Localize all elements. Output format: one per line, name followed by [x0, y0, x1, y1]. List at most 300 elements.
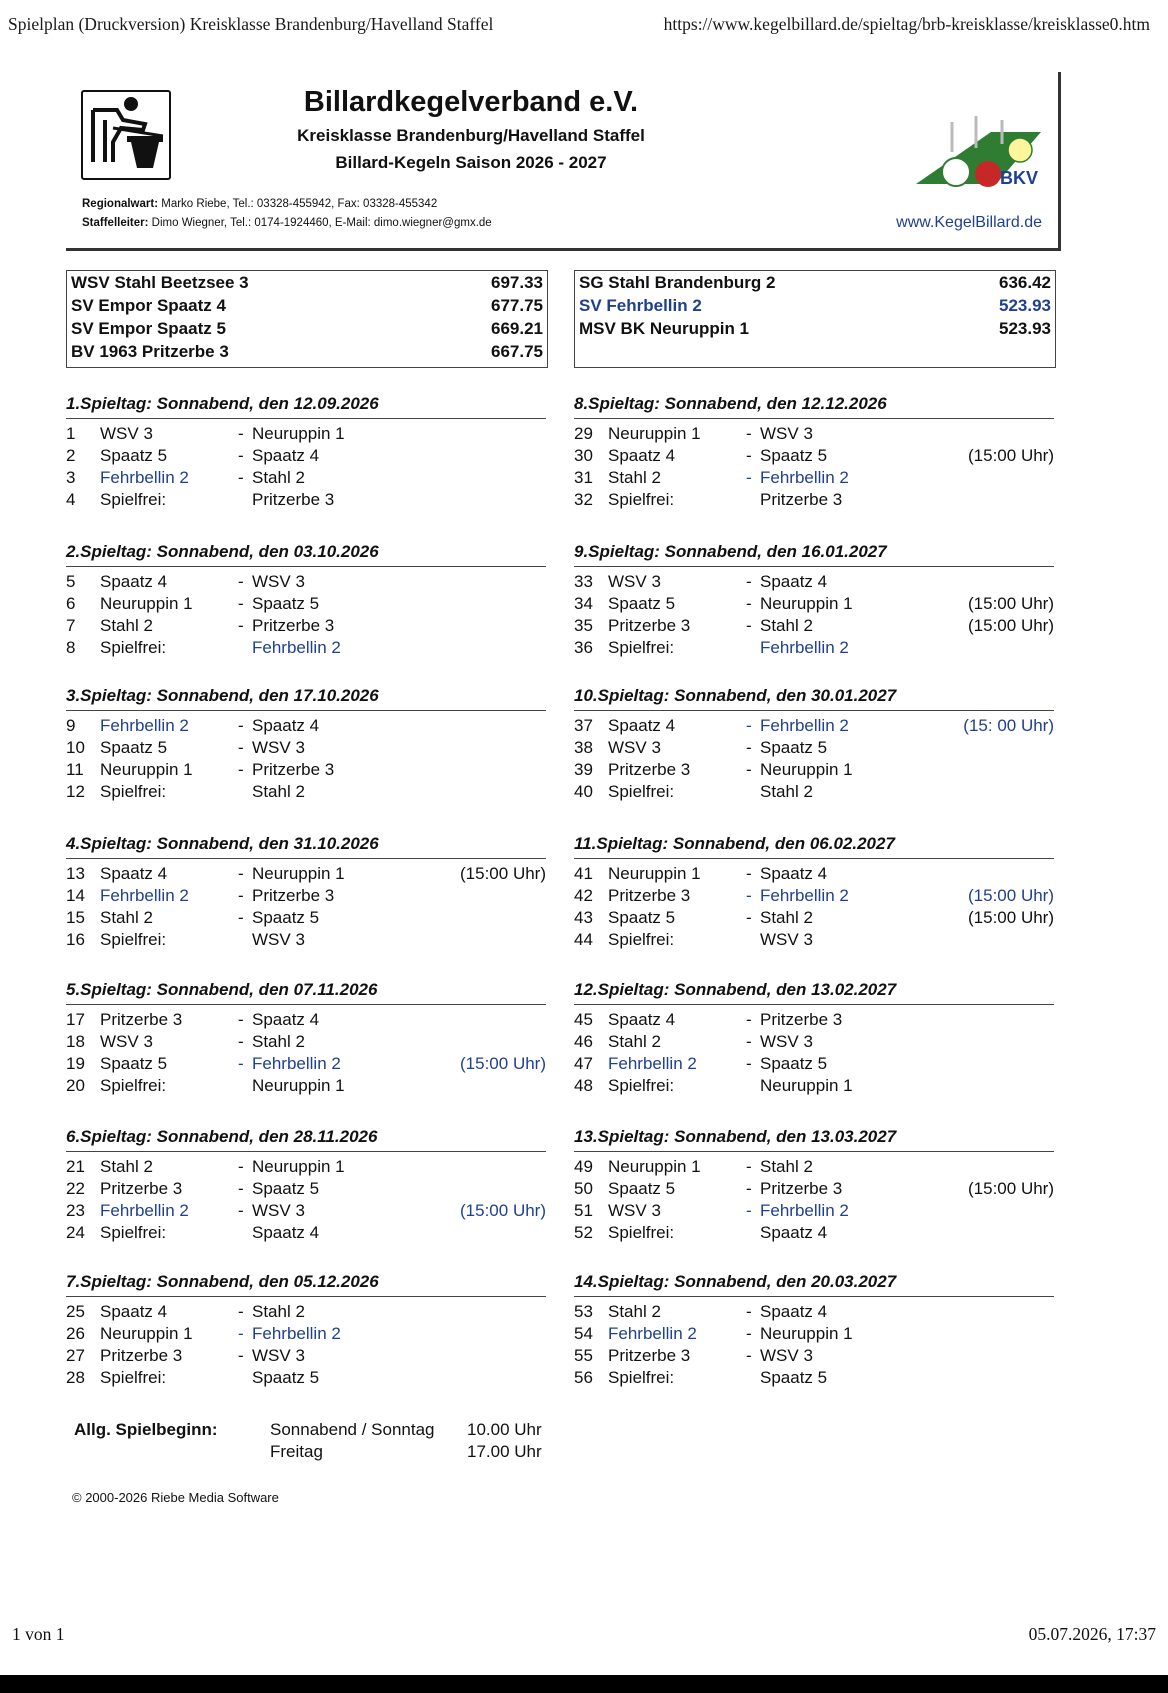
bye-team: Spaatz 4: [760, 1223, 828, 1242]
match-row: [66, 424, 546, 446]
away-team: Stahl 2: [252, 1032, 305, 1051]
home-team: Neuruppin 1: [100, 594, 193, 613]
away-team: Spaatz 4: [760, 572, 828, 591]
match-number: 10: [66, 738, 85, 757]
home-team: Neuruppin 1: [608, 1157, 701, 1176]
match-row: [66, 886, 546, 908]
match-row: [574, 738, 1054, 760]
away-team: Spaatz 4: [252, 716, 320, 735]
away-team: Fehrbellin 2: [760, 716, 849, 735]
match-row: [574, 1054, 1054, 1076]
match-separator: -: [746, 446, 752, 465]
match-separator: -: [238, 738, 244, 757]
print-page-title: Spielplan (Druckversion) Kreisklasse Brandenburg/Havelland Staffel: [8, 14, 494, 34]
match-row: [574, 1201, 1054, 1223]
match-separator: -: [746, 1010, 752, 1029]
match-row: [574, 594, 1054, 616]
match-separator: -: [746, 468, 752, 487]
match-number: 48: [574, 1076, 593, 1095]
away-team: Spaatz 5: [252, 1179, 320, 1198]
match-row: [66, 716, 546, 738]
match-row: [66, 638, 546, 660]
match-row: [574, 782, 1054, 804]
team-points: 697.33: [491, 273, 543, 292]
matchday-title: 1.Spieltag: Sonnabend, den 12.09.2026: [66, 394, 546, 419]
match-number: 47: [574, 1054, 593, 1073]
away-team: WSV 3: [252, 1346, 305, 1365]
bye-team: WSV 3: [252, 930, 305, 949]
match-row: [66, 468, 546, 490]
match-number: 23: [66, 1201, 85, 1220]
match-row: [574, 446, 1054, 468]
match-row: [574, 716, 1054, 738]
match-number: 12: [66, 782, 85, 801]
bkv-logo-text: BKV: [1000, 168, 1039, 188]
match-separator: -: [746, 616, 752, 635]
bye-team: Spaatz 5: [252, 1368, 320, 1387]
start-time-friday: 17.00 Uhr: [467, 1442, 542, 1461]
match-number: 51: [574, 1201, 593, 1220]
match-row: [66, 616, 546, 638]
away-team: Fehrbellin 2: [252, 1324, 341, 1343]
home-team: Stahl 2: [100, 908, 153, 927]
match-separator: -: [238, 1157, 244, 1176]
matchday-title: 3.Spieltag: Sonnabend, den 17.10.2026: [66, 686, 546, 711]
matchday-1: [66, 394, 546, 524]
match-row: [66, 594, 546, 616]
match-number: 39: [574, 760, 593, 779]
home-team: Spielfrei:: [100, 1368, 167, 1387]
start-day-weekend: Sonnabend / Sonntag: [270, 1420, 435, 1439]
matchday-title: 14.Spieltag: Sonnabend, den 20.03.2027: [574, 1272, 1054, 1297]
match-row: [66, 490, 546, 512]
match-row: [574, 886, 1054, 908]
home-team: Spielfrei:: [608, 930, 675, 949]
match-number: 22: [66, 1179, 85, 1198]
home-team: Stahl 2: [608, 1302, 661, 1321]
home-team: WSV 3: [100, 1032, 153, 1051]
match-separator: -: [746, 572, 752, 591]
home-team: Stahl 2: [608, 1032, 661, 1051]
match-row: [574, 1032, 1054, 1054]
home-team: Stahl 2: [100, 1157, 153, 1176]
away-team: Neuruppin 1: [760, 594, 853, 613]
home-team: Spielfrei:: [608, 1223, 675, 1242]
match-separator: -: [238, 1179, 244, 1198]
home-team: Spielfrei:: [100, 1076, 167, 1095]
away-team: Pritzerbe 3: [760, 1179, 843, 1198]
matchday-title: 9.Spieltag: Sonnabend, den 16.01.2027: [574, 542, 1054, 567]
team-points: 636.42: [999, 273, 1051, 292]
match-row: [66, 1054, 546, 1076]
home-team: Spielfrei:: [100, 1223, 167, 1242]
match-separator: -: [238, 1201, 244, 1220]
match-time: (15:00 Uhr): [968, 616, 1054, 635]
home-team: WSV 3: [100, 424, 153, 443]
match-time: (15:00 Uhr): [460, 1054, 546, 1073]
match-row: [574, 616, 1054, 638]
away-team: Spaatz 5: [760, 1054, 828, 1073]
match-separator: -: [746, 1302, 752, 1321]
match-number: 7: [66, 616, 76, 635]
match-separator: -: [238, 760, 244, 779]
bkv-logo-icon: [916, 92, 1046, 202]
match-number: 19: [66, 1054, 85, 1073]
match-number: 26: [66, 1324, 85, 1343]
match-separator: -: [238, 424, 244, 443]
browser-print-header: [0, 14, 1168, 38]
match-number: 3: [66, 468, 76, 487]
match-row: [66, 1201, 546, 1223]
team-points: 669.21: [491, 319, 543, 338]
away-team: Spaatz 4: [760, 1302, 828, 1321]
matchday-title: 5.Spieltag: Sonnabend, den 07.11.2026: [66, 980, 546, 1005]
match-number: 54: [574, 1324, 593, 1343]
home-team: Spielfrei:: [608, 782, 675, 801]
season-title: Billard-Kegeln Saison 2026 - 2027: [335, 153, 607, 172]
match-row: [66, 1010, 546, 1032]
bye-team: Stahl 2: [760, 782, 813, 801]
matchday-10: [574, 686, 1054, 816]
home-team: Spaatz 4: [100, 572, 168, 591]
home-team: Spielfrei:: [608, 490, 675, 509]
start-day-friday: Freitag: [270, 1442, 323, 1461]
match-row: [574, 490, 1054, 512]
match-number: 18: [66, 1032, 85, 1051]
match-row: [66, 782, 546, 804]
match-number: 38: [574, 738, 593, 757]
home-team: Neuruppin 1: [608, 864, 701, 883]
home-team: Spaatz 4: [608, 716, 676, 735]
home-team: Spaatz 5: [100, 738, 168, 757]
home-team: Spielfrei:: [100, 930, 167, 949]
match-number: 33: [574, 572, 593, 591]
away-team: WSV 3: [252, 738, 305, 757]
home-team: WSV 3: [608, 738, 661, 757]
away-team: WSV 3: [252, 1201, 305, 1220]
bye-team: Fehrbellin 2: [252, 638, 341, 657]
away-team: Fehrbellin 2: [760, 1201, 849, 1220]
match-number: 34: [574, 594, 593, 613]
matchday-4: [66, 834, 546, 964]
match-separator: -: [238, 616, 244, 635]
match-separator: -: [238, 886, 244, 905]
home-team: Neuruppin 1: [608, 424, 701, 443]
match-number: 42: [574, 886, 593, 905]
general-start-times: [74, 1420, 554, 1470]
home-team: Spielfrei:: [100, 638, 167, 657]
regional-contact-text: Marko Riebe, Tel.: 03328-455942, Fax: 03328-455342: [161, 198, 438, 210]
match-row: [574, 1302, 1054, 1324]
match-time: (15: 00 Uhr): [963, 716, 1054, 735]
match-number: 37: [574, 716, 593, 735]
website-link[interactable]: www.KegelBillard.de: [896, 214, 1042, 231]
match-number: 40: [574, 782, 593, 801]
home-team: Fehrbellin 2: [100, 468, 189, 487]
match-row: [66, 760, 546, 782]
match-separator: -: [238, 594, 244, 613]
match-row: [574, 572, 1054, 594]
matchday-title: 4.Spieltag: Sonnabend, den 31.10.2026: [66, 834, 546, 859]
organization-name: Billardkegelverband e.V.: [303, 86, 639, 118]
match-number: 16: [66, 930, 85, 949]
matchday-9: [574, 542, 1054, 672]
match-row: [574, 1324, 1054, 1346]
away-team: Stahl 2: [252, 1302, 305, 1321]
match-separator: -: [238, 908, 244, 927]
match-number: 31: [574, 468, 593, 487]
match-separator: -: [746, 1324, 752, 1343]
match-row: [574, 424, 1054, 446]
matchday-title: 6.Spieltag: Sonnabend, den 28.11.2026: [66, 1127, 546, 1152]
away-team: Spaatz 4: [760, 864, 828, 883]
match-time: (15:00 Uhr): [968, 446, 1054, 465]
matchday-title: 11.Spieltag: Sonnabend, den 06.02.2027: [574, 834, 1054, 859]
matchday-title: 13.Spieltag: Sonnabend, den 13.03.2027: [574, 1127, 1054, 1152]
match-number: 5: [66, 572, 76, 591]
match-row: [66, 908, 546, 930]
match-row: [66, 864, 546, 886]
match-separator: -: [746, 424, 752, 443]
home-team: Spielfrei:: [100, 782, 167, 801]
home-team: Fehrbellin 2: [608, 1324, 697, 1343]
team-name: SV Empor Spaatz 4: [71, 296, 226, 315]
match-separator: -: [746, 594, 752, 613]
home-team: Pritzerbe 3: [608, 886, 691, 905]
matchday-title: 7.Spieltag: Sonnabend, den 05.12.2026: [66, 1272, 546, 1297]
match-row: [66, 738, 546, 760]
matchday-6: [66, 1127, 546, 1257]
bye-team: Spaatz 5: [760, 1368, 828, 1387]
away-team: Pritzerbe 3: [252, 760, 335, 779]
match-row: [66, 1346, 546, 1368]
matchday-title: 10.Spieltag: Sonnabend, den 30.01.2027: [574, 686, 1054, 711]
match-number: 24: [66, 1223, 85, 1242]
team-name: MSV BK Neuruppin 1: [579, 319, 750, 338]
bye-team: Stahl 2: [252, 782, 305, 801]
matchday-title: 8.Spieltag: Sonnabend, den 12.12.2026: [574, 394, 1054, 419]
match-row: [66, 1302, 546, 1324]
match-row: [574, 1010, 1054, 1032]
match-separator: -: [238, 1054, 244, 1073]
home-team: Spaatz 5: [100, 446, 168, 465]
match-number: 44: [574, 930, 593, 949]
match-number: 29: [574, 424, 593, 443]
away-team: Pritzerbe 3: [760, 1010, 843, 1029]
home-team: Pritzerbe 3: [100, 1179, 183, 1198]
matchday-8: [574, 394, 1054, 524]
away-team: Neuruppin 1: [760, 1324, 853, 1343]
match-time: (15:00 Uhr): [968, 594, 1054, 613]
match-number: 8: [66, 638, 76, 657]
away-team: Spaatz 5: [760, 446, 828, 465]
away-team: Neuruppin 1: [760, 760, 853, 779]
bye-team: Fehrbellin 2: [760, 638, 849, 657]
match-separator: -: [746, 760, 752, 779]
bye-team: WSV 3: [760, 930, 813, 949]
match-time: (15:00 Uhr): [968, 908, 1054, 927]
matchday-5: [66, 980, 546, 1110]
bottom-black-bar: [0, 1675, 1168, 1693]
team-name: SV Empor Spaatz 5: [71, 319, 226, 338]
match-number: 2: [66, 446, 76, 465]
match-row: [574, 1223, 1054, 1245]
match-separator: -: [746, 1346, 752, 1365]
match-number: 6: [66, 594, 76, 613]
print-page-url[interactable]: https://www.kegelbillard.de/spieltag/brb-kreisklasse/kreisklasse0.htm: [663, 14, 1150, 34]
away-team: Neuruppin 1: [252, 864, 345, 883]
match-number: 50: [574, 1179, 593, 1198]
match-row: [574, 864, 1054, 886]
match-row: [574, 468, 1054, 490]
home-team: Spielfrei:: [608, 1368, 675, 1387]
match-row: [66, 1032, 546, 1054]
away-team: Stahl 2: [760, 1157, 813, 1176]
match-separator: -: [238, 716, 244, 735]
match-number: 20: [66, 1076, 85, 1095]
matchday-13: [574, 1127, 1054, 1257]
away-team: Spaatz 5: [760, 738, 828, 757]
standing-row: [71, 342, 543, 365]
bye-team: Spaatz 4: [252, 1223, 320, 1242]
away-team: Spaatz 5: [252, 594, 320, 613]
home-team: Fehrbellin 2: [100, 1201, 189, 1220]
match-separator: -: [238, 1032, 244, 1051]
match-number: 32: [574, 490, 593, 509]
team-name: BV 1963 Pritzerbe 3: [71, 342, 229, 361]
match-separator: -: [238, 468, 244, 487]
match-number: 11: [66, 760, 84, 779]
match-separator: -: [746, 1054, 752, 1073]
match-separator: -: [746, 1179, 752, 1198]
match-number: 15: [66, 908, 85, 927]
bye-team: Pritzerbe 3: [252, 490, 335, 509]
standing-row: [579, 273, 1051, 296]
away-team: WSV 3: [760, 1346, 813, 1365]
matchday-title: 12.Spieltag: Sonnabend, den 13.02.2027: [574, 980, 1054, 1005]
match-time: (15:00 Uhr): [968, 886, 1054, 905]
match-row: [574, 1076, 1054, 1098]
away-team: Pritzerbe 3: [252, 616, 335, 635]
home-team: Fehrbellin 2: [608, 1054, 697, 1073]
away-team: WSV 3: [252, 572, 305, 591]
home-team: Stahl 2: [608, 468, 661, 487]
home-team: Spaatz 5: [100, 1054, 168, 1073]
match-number: 30: [574, 446, 593, 465]
matchday-7: [66, 1272, 546, 1402]
team-name: WSV Stahl Beetzsee 3: [71, 273, 249, 292]
home-team: Spaatz 5: [608, 1179, 676, 1198]
away-team: WSV 3: [760, 1032, 813, 1051]
match-number: 28: [66, 1368, 85, 1387]
home-team: Pritzerbe 3: [608, 760, 691, 779]
match-row: [66, 572, 546, 594]
match-number: 45: [574, 1010, 593, 1029]
match-number: 41: [574, 864, 593, 883]
away-team: WSV 3: [760, 424, 813, 443]
away-team: Fehrbellin 2: [760, 886, 849, 905]
match-number: 56: [574, 1368, 593, 1387]
league-manager-text: Dimo Wiegner, Tel.: 0174-1924460, E-Mail: dimo.wiegner@gmx.de: [151, 217, 492, 229]
match-separator: -: [746, 864, 752, 883]
match-separator: -: [746, 886, 752, 905]
bye-team: Neuruppin 1: [760, 1076, 853, 1095]
matchday-11: [574, 834, 1054, 964]
match-number: 49: [574, 1157, 593, 1176]
away-team: Fehrbellin 2: [760, 468, 849, 487]
home-team: Neuruppin 1: [100, 760, 193, 779]
matchday-12: [574, 980, 1054, 1110]
away-team: Spaatz 5: [252, 908, 320, 927]
match-number: 55: [574, 1346, 593, 1365]
home-team: Pritzerbe 3: [100, 1346, 183, 1365]
home-team: Fehrbellin 2: [100, 716, 189, 735]
match-separator: -: [238, 1010, 244, 1029]
match-separator: -: [746, 908, 752, 927]
match-row: [574, 760, 1054, 782]
team-name: SG Stahl Brandenburg 2: [579, 273, 776, 292]
match-number: 35: [574, 616, 593, 635]
bye-team: Pritzerbe 3: [760, 490, 843, 509]
match-row: [66, 1368, 546, 1390]
match-number: 36: [574, 638, 593, 657]
match-number: 14: [66, 886, 85, 905]
away-team: Stahl 2: [760, 908, 813, 927]
match-number: 17: [66, 1010, 85, 1029]
home-team: Pritzerbe 3: [608, 1346, 691, 1365]
match-time: (15:00 Uhr): [460, 864, 546, 883]
regional-contact-label: Regionalwart:: [82, 198, 159, 210]
team-points: 523.93: [999, 319, 1051, 338]
away-team: Neuruppin 1: [252, 1157, 345, 1176]
bye-team: Neuruppin 1: [252, 1076, 345, 1095]
home-team: Spielfrei:: [100, 490, 167, 509]
print-footer: [0, 1624, 1168, 1648]
home-team: Neuruppin 1: [100, 1324, 193, 1343]
away-team: Stahl 2: [760, 616, 813, 635]
home-team: WSV 3: [608, 1201, 661, 1220]
away-team: Neuruppin 1: [252, 424, 345, 443]
match-separator: -: [746, 1157, 752, 1176]
home-team: Spaatz 4: [608, 1010, 676, 1029]
standing-row: [71, 273, 543, 296]
team-points: 677.75: [491, 296, 543, 315]
match-time: (15:00 Uhr): [460, 1201, 546, 1220]
away-team: Spaatz 4: [252, 1010, 320, 1029]
away-team: Fehrbellin 2: [252, 1054, 341, 1073]
league-manager-label: Staffelleiter:: [82, 217, 149, 229]
match-row: [66, 446, 546, 468]
match-separator: -: [238, 864, 244, 883]
match-row: [574, 638, 1054, 660]
match-separator: -: [746, 1032, 752, 1051]
match-number: 52: [574, 1223, 593, 1242]
home-team: Spielfrei:: [608, 1076, 675, 1095]
home-team: Pritzerbe 3: [100, 1010, 183, 1029]
matchday-14: [574, 1272, 1054, 1402]
match-row: [66, 1179, 546, 1201]
home-team: Stahl 2: [100, 616, 153, 635]
match-number: 4: [66, 490, 76, 509]
regional-contact: [82, 198, 437, 210]
match-row: [574, 1368, 1054, 1390]
home-team: Spaatz 4: [608, 446, 676, 465]
match-number: 53: [574, 1302, 593, 1321]
match-separator: -: [746, 716, 752, 735]
match-number: 9: [66, 716, 76, 735]
match-number: 27: [66, 1346, 85, 1365]
match-row: [574, 908, 1054, 930]
